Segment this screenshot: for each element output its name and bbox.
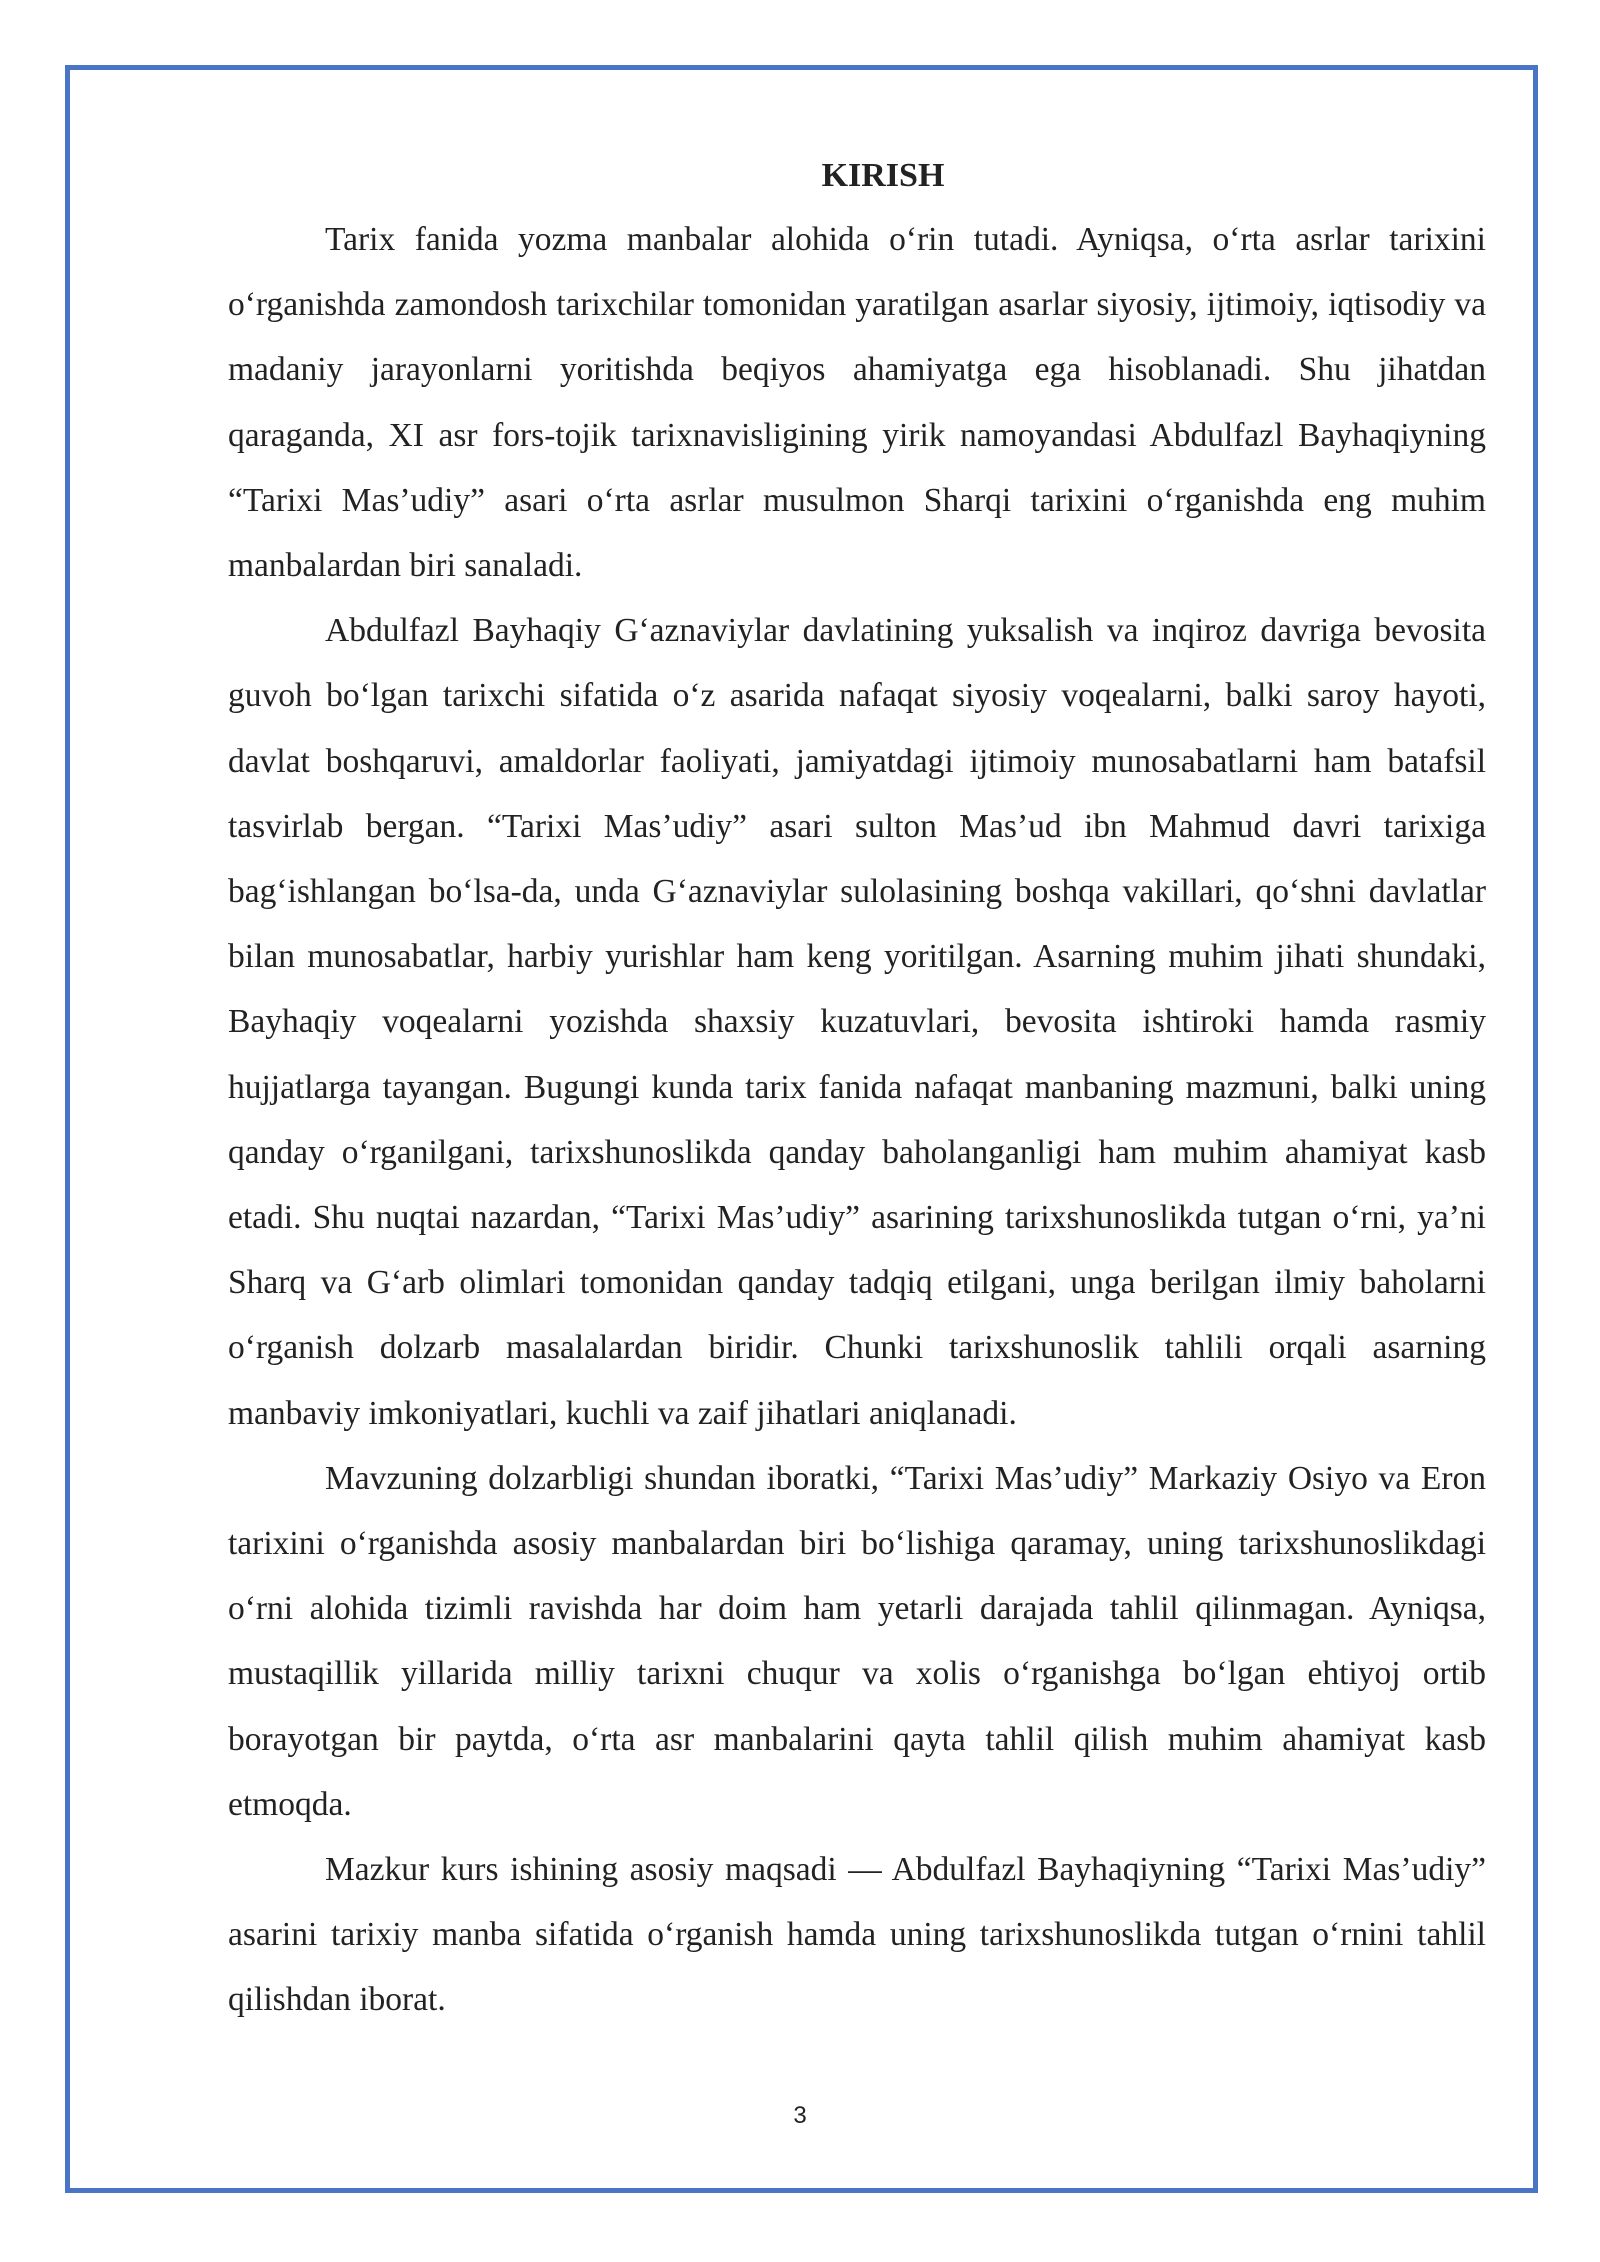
paragraph-4: Mazkur kurs ishining asosiy maqsadi — Abdulfazl Bayhaqiyning “Tarixi Mas’udiy” asarini tarixiy manba sifatida o‘rganish hamda uning tarixshunoslikda tutgan o‘rnini tahlil qilishdan iborat. [228,1851,1486,2019]
paragraph-1: Tarix fanida yozma manbalar alohida o‘rin tutadi. Ayniqsa, o‘rta asrlar tarixini o‘rganishda zamondosh tarixchilar tomonidan yaratilgan asarlar siyosiy, ijtimoiy, iqtisodiy va madaniy jarayonlarni yoritishda beqiyos ahamiyatga ega hisoblanadi. Shu jihatdan qaraganda, XI asr fors-tojik tarixnavisligining yirik namoyandasi Abdulfazl Bayhaqiyning “Tarixi Mas’udiy” asari o‘rta asrlar musulmon Sharqi tarixini o‘rganishda eng muhim manbalardan biri sanaladi. [228,221,1486,585]
paragraph-2: Abdulfazl Bayhaqiy G‘aznaviylar davlatining yuksalish va inqiroz davriga bevosita guvoh bo‘lgan tarixchi sifatida o‘z asarida nafaqat siyosiy voqealarni, balki saroy hayoti, davlat boshqaruvi, amaldorlar faoliyati, jamiyatdagi ijtimoiy munosabatlarni ham batafsil tasvirlab bergan. “Tarixi Mas’udiy” asari sulton Mas’ud ibn Mahmud davri tarixiga bag‘ishlangan bo‘lsa-da, unda G‘aznaviylar sulolasining boshqa vakillari, qo‘shni davlatlar bilan munosabatlar, harbiy yurishlar ham keng yoritilgan. Asarning muhim jihati shundaki, Bayhaqiy voqealarni yozishda shaxsiy kuzatuvlari, bevosita ishtiroki hamda rasmiy hujjatlarga tayangan. Bugungi kunda tarix fanida nafaqat manbaning mazmuni, balki uning qanday o‘rganilgani, tarixshunoslikda qanday baholanganligi ham muhim ahamiyat kasb etadi. Shu nuqtai nazardan, “Tarixi Mas’udiy” asarining tarixshunoslikda tutgan o‘rni, ya’ni Sharq va G‘arb olimlari tomonidan qanday tadqiq etilgani, unga berilgan ilmiy baholarni o‘rganish dolzarb masalalardan biridir. Chunki tarixshunoslik tahlili orqali asarning manbaviy imkoniyatlari, kuchli va zaif jihatlari aniqlanadi. [228,612,1486,1432]
page-number: 3 [793,2102,807,2129]
section-title: KIRISH [821,157,945,194]
document-body [228,145,1486,2033]
paragraph-3: Mavzuning dolzarbligi shundan iboratki, “Tarixi Mas’udiy” Markaziy Osiyo va Eron tarixini o‘rganishda asosiy manbalardan biri bo‘lishiga qaramay, uning tarixshunoslikdagi o‘rni alohida tizimli ravishda har doim ham yetarli darajada tahlil qilinmagan. Ayniqsa, mustaqillik yillarida milliy tarixni chuqur va xolis o‘rganishga bo‘lgan ehtiyoj ortib borayotgan bir paytda, o‘rta asr manbalarini qayta tahlil qilish muhim ahamiyat kasb etmoqda. [228,1459,1486,1823]
